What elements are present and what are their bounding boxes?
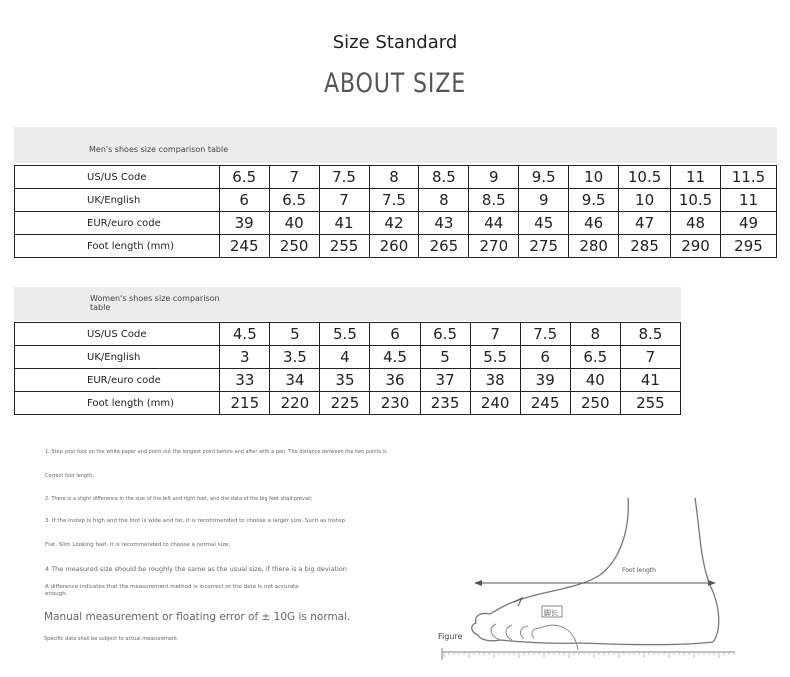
men-size-table	[14, 165, 777, 258]
size-cell: 255	[620, 392, 680, 415]
women-row	[15, 392, 681, 415]
size-cell: 41	[319, 212, 369, 235]
size-cell: 230	[370, 392, 420, 415]
size-cell: 9.5	[569, 189, 619, 212]
size-cell: 11	[671, 166, 721, 189]
foot-measurement-figure	[430, 490, 770, 670]
size-cell: 9.5	[519, 166, 569, 189]
size-cell: 8	[570, 323, 620, 346]
size-cell: 265	[419, 235, 469, 258]
men-row	[15, 166, 777, 189]
women-row	[15, 346, 681, 369]
size-cell: 6.5	[269, 189, 319, 212]
size-cell: 240	[470, 392, 520, 415]
row-label: EUR/euro code	[15, 212, 220, 235]
size-cell: 44	[469, 212, 519, 235]
note-5: Manual measurement or floating error of ± 10G is normal.	[44, 611, 351, 623]
size-cell: 4.5	[370, 346, 420, 369]
size-cell: 245	[520, 392, 570, 415]
size-cell: 10.5	[619, 166, 671, 189]
women-row	[15, 323, 681, 346]
size-cell: 6	[370, 323, 420, 346]
size-cell: 255	[319, 235, 369, 258]
size-cell: 38	[470, 369, 520, 392]
size-cell: 10	[619, 189, 671, 212]
size-cell: 5.5	[470, 346, 520, 369]
size-cell: 46	[569, 212, 619, 235]
men-row	[15, 235, 777, 258]
size-cell: 7	[319, 189, 369, 212]
size-cell: 7.5	[520, 323, 570, 346]
row-label: US/US Code	[15, 166, 220, 189]
size-cell: 8.5	[620, 323, 680, 346]
size-cell: 6.5	[570, 346, 620, 369]
figure-label: Figure	[438, 632, 463, 641]
ruler-ticks	[444, 652, 734, 658]
size-cell: 9	[469, 166, 519, 189]
size-cell: 36	[370, 369, 420, 392]
size-cell: 6.5	[420, 323, 470, 346]
men-row	[15, 212, 777, 235]
note-4b: A difference indicates that the measurement method is incorrect or the data is not accurate enough.	[45, 584, 299, 597]
foot-length-label: Foot length	[622, 567, 656, 574]
size-cell: 3	[220, 346, 270, 369]
row-label: EUR/euro code	[15, 369, 220, 392]
size-cell: 39	[219, 212, 269, 235]
row-label: Foot length (mm)	[15, 392, 220, 415]
size-cell: 8.5	[469, 189, 519, 212]
size-cell: 10.5	[671, 189, 721, 212]
note-6: Specific data shall be subject to actual measurement	[44, 636, 178, 642]
size-cell: 6	[520, 346, 570, 369]
size-cell: 35	[320, 369, 370, 392]
size-cell: 40	[269, 212, 319, 235]
size-cell: 250	[269, 235, 319, 258]
size-cell: 250	[570, 392, 620, 415]
size-cell: 275	[519, 235, 569, 258]
size-cell: 280	[569, 235, 619, 258]
size-cell: 39	[520, 369, 570, 392]
row-label: UK/English	[15, 189, 220, 212]
note-3: 3. If the instep is high and the foot is wide and fat, it is recommended to choose a larger size. Such as instep	[45, 518, 345, 524]
size-cell: 245	[219, 235, 269, 258]
size-cell: 7	[470, 323, 520, 346]
women-size-table	[14, 322, 681, 415]
note-2: 2. There is a slight difference in the size of the left and right feet, and the data of the big feet shall prevail;	[45, 496, 313, 502]
size-cell: 41	[620, 369, 680, 392]
size-cell: 42	[369, 212, 419, 235]
women-table-caption: Women's shoes size comparison table	[90, 294, 220, 312]
page-title: ABOUT SIZE	[323, 68, 467, 99]
row-label: UK/English	[15, 346, 220, 369]
size-cell: 7.5	[319, 166, 369, 189]
women-row	[15, 369, 681, 392]
size-cell: 225	[320, 392, 370, 415]
size-cell: 285	[619, 235, 671, 258]
size-cell: 10	[569, 166, 619, 189]
figure-mark-label: 脚长	[544, 609, 558, 617]
size-cell: 5	[270, 323, 320, 346]
size-cell: 7.5	[369, 189, 419, 212]
men-table-caption: Men's shoes size comparison table	[89, 145, 229, 154]
size-cell: 7	[269, 166, 319, 189]
size-cell: 11.5	[720, 166, 776, 189]
size-cell: 47	[619, 212, 671, 235]
size-cell: 8.5	[419, 166, 469, 189]
size-cell: 8	[369, 166, 419, 189]
size-cell: 48	[671, 212, 721, 235]
size-cell: 5	[420, 346, 470, 369]
note-1b: Correct foot length;	[45, 473, 94, 479]
size-cell: 4.5	[220, 323, 270, 346]
size-cell: 4	[320, 346, 370, 369]
size-cell: 215	[220, 392, 270, 415]
size-cell: 9	[519, 189, 569, 212]
size-cell: 11	[720, 189, 776, 212]
size-cell: 260	[369, 235, 419, 258]
note-3b: Flat, Slim Looking feet, it is recommended to choose a normal size;	[45, 542, 231, 548]
size-cell: 43	[419, 212, 469, 235]
size-cell: 295	[720, 235, 776, 258]
size-cell: 49	[720, 212, 776, 235]
size-cell: 235	[420, 392, 470, 415]
size-cell: 8	[419, 189, 469, 212]
size-cell: 7	[620, 346, 680, 369]
men-row	[15, 189, 777, 212]
row-label: Foot length (mm)	[15, 235, 220, 258]
note-1: 1. Step your foot on the white paper and point out the longest point before and after with a pen. The distance between the two points is	[45, 449, 387, 455]
size-cell: 40	[570, 369, 620, 392]
size-cell: 37	[420, 369, 470, 392]
size-cell: 270	[469, 235, 519, 258]
size-cell: 3.5	[270, 346, 320, 369]
size-cell: 290	[671, 235, 721, 258]
size-cell: 220	[270, 392, 320, 415]
size-cell: 6	[219, 189, 269, 212]
size-cell: 5.5	[320, 323, 370, 346]
size-cell: 34	[270, 369, 320, 392]
size-cell: 45	[519, 212, 569, 235]
note-4: 4 The measured size should be roughly the same as the usual size, if there is a big deviation	[45, 565, 347, 573]
page-subtitle: Size Standard	[332, 32, 458, 53]
size-cell: 6.5	[219, 166, 269, 189]
size-cell: 33	[220, 369, 270, 392]
row-label: US/US Code	[15, 323, 220, 346]
